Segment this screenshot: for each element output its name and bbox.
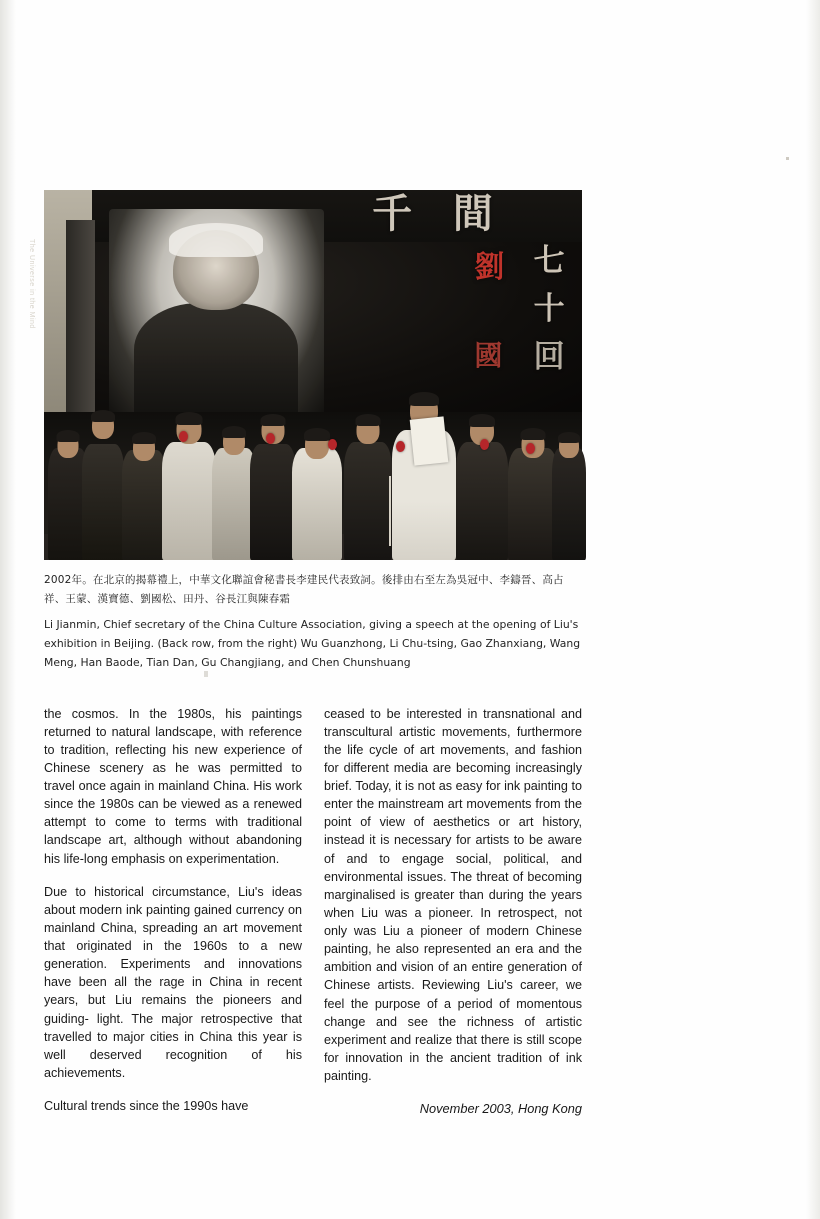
photo-person — [456, 402, 508, 560]
paragraph: ceased to be interested in transnational and transcultural artistic movements, furthermore the life cycle of art movements, and fashion for different media are becoming increasingly brief. Today, it is not as easy for ink painting to enter the mainstream art movements from the point of view of aesthetics or art history, instead it is necessary for artists to be aware of and to engage social, political, and environmental issues. The threat of becoming marginalised is greater than during the years when Liu was a pioneer. In retrospect, not only was Liu a pioneer of modern Chinese painting, he also represented an era and the ambition and vision of an entire generation of Chinese artists. Reviewing Liu's career, we feel the purpose of a period of momentous change and see the richness of artistic experiment and realize that there is still scope for innovation in the ancient tradition of ink painting. — [324, 706, 582, 1084]
calligraphy-character: 間 — [452, 189, 493, 237]
microphone-stand — [389, 476, 391, 546]
photo-person — [508, 410, 558, 560]
page-content — [28, 189, 582, 1117]
left-column — [44, 705, 302, 1117]
exhibition-opening-photograph — [28, 189, 582, 560]
flower-ribbon — [179, 431, 188, 442]
portrait-hair — [169, 223, 264, 257]
calligraphy-character-red: 劉 — [474, 249, 505, 285]
portrait-poster — [109, 209, 324, 420]
paragraph: Cultural trends since the 1990s have — [44, 1099, 249, 1114]
photo-caption — [44, 571, 582, 673]
book-spine-label: The Universe in the Mind — [28, 238, 36, 329]
photo-person — [122, 412, 166, 560]
signoff: November 2003, Hong Kong — [419, 1101, 582, 1117]
flower-ribbon — [480, 439, 489, 450]
calligraphy-character: 十 — [533, 290, 565, 327]
flower-ribbon — [526, 443, 535, 454]
speech-paper — [410, 416, 449, 465]
photo-speaker — [392, 388, 456, 560]
book-spine — [28, 220, 96, 412]
photo-person — [552, 412, 586, 560]
caption-chinese: 2002年。在北京的揭幕禮上，中華文化聯誼會秘書長李建民代表致詞。後排由右至左為吳冠中、李鑄晉、高占祥、王蒙、漢寶德、劉國松、田丹、谷長江與陳春霜 — [44, 574, 564, 606]
photo-person — [162, 400, 216, 560]
calligraphy-character: 七 — [533, 242, 565, 279]
flower-ribbon — [266, 433, 275, 444]
photo-person — [250, 402, 296, 560]
paragraph: Due to historical circumstance, Liu's ideas about modern ink painting gained currency on mainland China, spreading an art movement that originated in the 1960s to a new generation. Experiments and innovations have been all the rage in China in recent years, but Liu remains the pioneers and guiding- light. The major retrospective that travelled to major cities in China this year is well deserved recognition of his achievements. — [44, 884, 302, 1080]
calligraphy-character: 回 — [533, 338, 565, 375]
paragraph: the cosmos. In the 1980s, his paintings returned to natural landscape, with reference to tradition, reflecting his new experience of Chinese scenery as he was permitted to travel once again in mainland China. His work since the 1980s can be viewed as a renewed attempt to come to terms with traditional landscape art, although without abandoning his life-long emphasis on experimentation. — [44, 706, 302, 866]
body-columns — [44, 705, 582, 1117]
flower-ribbon — [396, 441, 405, 452]
flower-ribbon — [328, 439, 337, 450]
photo-person — [292, 410, 342, 560]
photo-person — [82, 400, 124, 560]
calligraphy-character-red: 國 — [474, 338, 503, 372]
scan-speck — [786, 157, 789, 160]
calligraphy-character: 千 — [372, 189, 413, 237]
caption-english: Li Jianmin, Chief secretary of the China Culture Association, giving a speech at the opening of Liu's exhibition in Beijing. (Back row, from the right) Wu Guanzhong, Li Chu-tsing, Gao Zhanxiang, Wang Meng, Han Baode, Tian Dan, Gu Changjiang, and Chen Chunshuang — [44, 617, 581, 669]
photo-person — [344, 402, 392, 560]
right-column — [324, 705, 582, 1117]
